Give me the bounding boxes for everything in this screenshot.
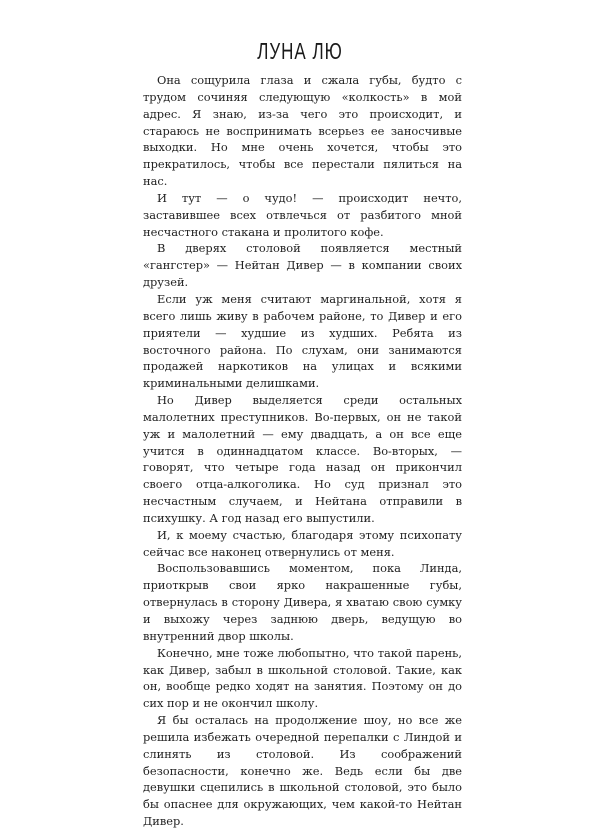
paragraph: Конечно, мне тоже любопытно, что такой парень, как Дивер, забыл в школьной столовой. Такие, как он, вообще редко ходят на занятия. Поэтому он до сих пор и не окончил школу.: [143, 645, 462, 711]
paragraph: Если уж меня считают маргинальной, хотя я всего лишь живу в рабочем районе, то Дивер и его приятели — худшие из худших. Ребята из восточного района. По слухам, они занимаются продажей наркотиков на улицах и всякими криминальными делишками.: [143, 291, 462, 391]
paragraph: Я бы осталась на продолжение шоу, но все же решила избежать очередной перепалки с Линдой и слинять из столовой. Из соображений безопасности, конечно же. Ведь если бы две девушки сцепились в школьной столовой, это было бы опаснее для окружающих, чем какой-то Нейтан Дивер.: [143, 713, 462, 829]
paragraph: В дверях столовой появляется местный «гангстер» — Нейтан Дивер — в компании своих друзей.: [143, 241, 462, 290]
paragraph: Она сощурила глаза и сжала губы, будто с трудом сочиняя следующую «колкость» в мой адрес. Я знаю, из-за чего это происходит, и стараюсь не воспринимать всерьез ее заносчивые выходки. Но мне очень хочется, чтобы это прекратилось, чтобы все перестали пялиться на нас.: [143, 73, 462, 189]
author-name: ЛУНА ЛЮ: [257, 38, 343, 65]
page-text: [143, 72, 462, 830]
paragraph: И, к моему счастью, благодаря этому психопату сейчас все наконец отвернулись от меня.: [143, 527, 462, 559]
paragraph: И тут — о чудо! — происходит нечто, заставившее всех отвлечься от разбитого мной несчастного стакана и пролитого кофе.: [143, 190, 462, 239]
paragraph: Но Дивер выделяется среди остальных малолетних преступников. Во-первых, он не такой уж и малолетний — ему двадцать, а он все еще учится в одиннадцатом классе. Во-вторых, — говорят, что четыре года назад он прикончил своего отца-алкоголика. Но суд признал это несчастным случаем, и Нейтана отправили в психушку. А год назад его выпустили.: [143, 393, 462, 525]
running-header: [0, 38, 600, 65]
paragraph: Воспользовавшись моментом, пока Линда, приоткрыв свои ярко накрашенные губы, отвернулась в сторону Дивера, я хватаю свою сумку и выхожу через заднюю дверь, ведущую во внутренний двор школы.: [143, 561, 462, 643]
